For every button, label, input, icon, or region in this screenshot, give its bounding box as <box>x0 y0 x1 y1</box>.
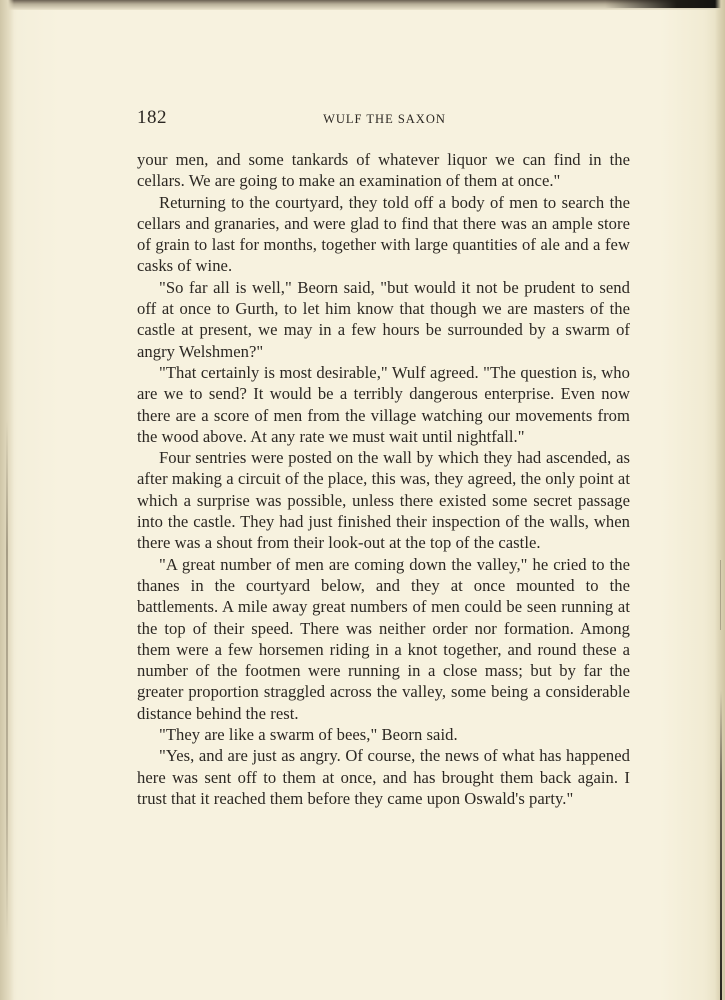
page-gutter-edge <box>0 0 14 1000</box>
page-top-edge <box>0 0 725 10</box>
paragraph: Returning to the courtyard, they told off a body of men to search the cellars and granaries, and were glad to find that there was an ample store of grain to last for months, together with large quantities of ale and a few casks of wine. <box>137 192 630 276</box>
paragraph: "That certainly is most desirable," Wulf agreed. "The question is, who are we to send? It would be a terribly dangerous enterprise. Even now there are a score of men from the village watching our movements from the wood above. At any rate we must wait until nightfall." <box>137 362 630 446</box>
book-title: WULF THE SAXON <box>323 112 446 126</box>
paragraph: "So far all is well," Beorn said, "but would it not be prudent to send off at once to Gurth, to let him know that though we are masters of the castle at present, we may in a few hours be surrounded by a swarm of angry Welshmen?" <box>137 277 630 361</box>
running-head <box>137 105 632 131</box>
page-fore-edge <box>715 0 725 1000</box>
paragraph: "Yes, and are just as angry. Of course, the news of what has happened here was sent off to them at once, and has brought them back again. I trust that it reached them before they came upon Oswald's party." <box>137 746 630 808</box>
body-text <box>137 149 630 809</box>
paragraph: "A great number of men are coming down the valley," he cried to the thanes in the courtyard below, and they at once mounted to the battlements. A mile away great numbers of men could be seen running at the top of their speed. There was neither order nor formation. Among them were a few horsemen riding in a knot together, and round these a number of the footmen were running in a close mass; but by far the greater proportion straggled across the valley, some being a considerable distance behind the rest. <box>137 554 630 723</box>
paragraph: your men, and some tankards of whatever liquor we can find in the cellars. We are going to make an examination of them at once." <box>137 150 630 191</box>
page-number: 182 <box>137 107 167 128</box>
paragraph: "They are like a swarm of bees," Beorn said. <box>159 725 458 745</box>
paragraph: Four sentries were posted on the wall by which they had ascended, as after making a circuit of the place, this was, they agreed, the only point at which a surprise was possible, unless there existed some secret passage into the castle. They had just finished their inspection of the walls, when there was a shout from their look-out at the top of the castle. <box>137 448 630 553</box>
